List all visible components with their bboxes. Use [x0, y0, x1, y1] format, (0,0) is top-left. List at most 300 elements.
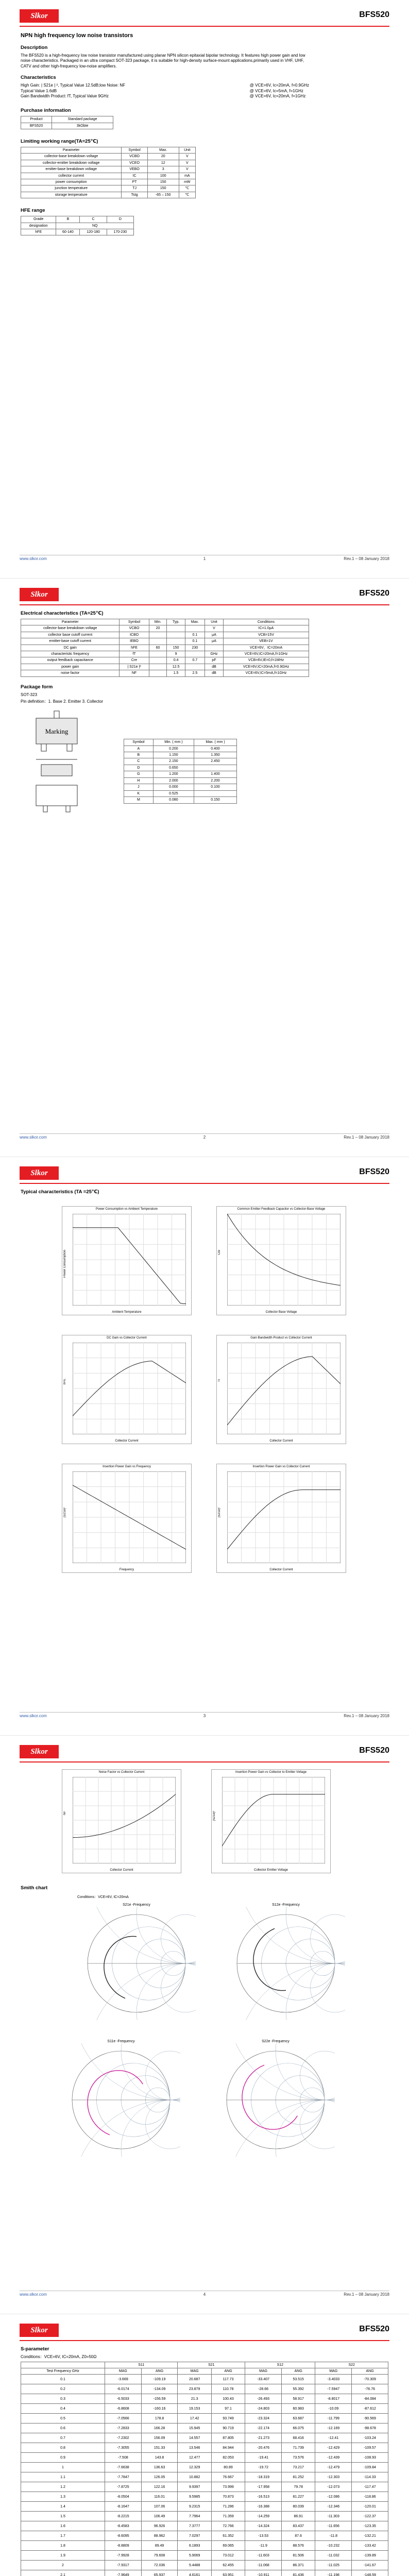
table-cell: VCE=6V,IC=5mA,f=1GHz: [224, 670, 309, 676]
table-header: Symbol: [124, 739, 154, 745]
table-row: [124, 745, 237, 752]
table-cell: 110.78: [211, 2384, 245, 2394]
table-cell: -13.53: [245, 2531, 282, 2541]
table-cell: H: [124, 777, 154, 784]
table-cell: 63.951: [211, 2570, 245, 2576]
smith-chart: [77, 1903, 196, 2023]
characteristic-item: Gain Bandwidth Product: fT, Typical Value 9GHz: [21, 94, 109, 99]
table-cell: PT: [122, 179, 147, 185]
table-row: [124, 797, 237, 803]
header-rule: [20, 26, 389, 27]
table-cell: [185, 651, 204, 657]
table-cell: -12.169: [315, 2424, 352, 2433]
table-cell: 73.576: [282, 2453, 315, 2463]
table-row: [21, 2404, 388, 2414]
table-header-row: [21, 147, 196, 153]
table-cell: -21.273: [245, 2433, 282, 2443]
table-cell: VCBO: [122, 154, 147, 160]
table-cell: 2: [21, 2561, 105, 2570]
table-cell: -11.025: [315, 2561, 352, 2570]
table-cell: 12: [147, 160, 179, 166]
table-cell: characteristic frequency: [21, 651, 120, 657]
typical-plot: [216, 1335, 346, 1444]
typical-plot: [62, 1206, 192, 1315]
plot-xlabel: Frequency: [119, 1568, 134, 1571]
table-cell: -98.678: [352, 2424, 388, 2433]
table-header-row: [124, 739, 237, 745]
hfe-heading: HFE range: [21, 208, 45, 214]
part-number: BFS520: [359, 2325, 389, 2333]
table-cell: -6.5033: [105, 2394, 141, 2404]
table-cell: 17.42: [178, 2414, 211, 2424]
table-cell: 60-140: [56, 229, 80, 235]
table-row: [21, 2531, 388, 2541]
table-cell: | S21e |²: [120, 664, 149, 670]
table-cell: storage temperature: [21, 192, 122, 198]
table-cell: -8.1647: [105, 2502, 141, 2512]
characteristics-list: [21, 83, 125, 99]
table-cell: -120.01: [352, 2502, 388, 2512]
table-cell: 81.227: [282, 2492, 315, 2502]
plot-area: [73, 1214, 186, 1306]
purchase-table: [21, 116, 113, 129]
table-cell: NQ: [56, 223, 134, 229]
table-cell: [149, 651, 167, 657]
table-cell: 2.200: [194, 777, 237, 784]
table-row: [21, 2375, 388, 2384]
table-cell: V: [179, 160, 195, 166]
characteristic-condition: @ VCE=6V, Ic=20mA, f=1GHz: [249, 94, 306, 99]
table-cell: -7.8725: [105, 2482, 141, 2492]
table-row: [21, 670, 309, 676]
brand-logo: Slkor: [20, 1745, 59, 1758]
table-cell: -16.513: [245, 2492, 282, 2502]
table-header: S21: [178, 2362, 245, 2368]
table-header: Min. ( mm ): [153, 739, 194, 745]
table-cell: mW: [179, 179, 195, 185]
package-name: SOT-323: [21, 692, 38, 697]
table-cell: 86.371: [282, 2561, 315, 2570]
limits-table: [21, 147, 196, 199]
table-cell: -11.032: [315, 2551, 352, 2561]
plot-xlabel: Collector Current: [269, 1439, 293, 1443]
table-cell: 106.49: [141, 2512, 178, 2521]
plot-title: Noise Factor vs Collector Current: [98, 1771, 145, 1774]
table-cell: 87.6: [282, 2531, 315, 2541]
page-footer: [20, 556, 389, 564]
table-row: [21, 625, 309, 632]
table-cell: D: [124, 765, 154, 771]
table-cell: -6.0174: [105, 2384, 141, 2394]
table-cell: 69.065: [211, 2541, 245, 2551]
doc-title: NPN high frequency low noise transistors: [21, 32, 133, 39]
table-cell: designation: [21, 223, 56, 229]
table-cell: -11.799: [315, 2414, 352, 2424]
table-header: D: [107, 216, 133, 223]
table-cell: -8.6095: [105, 2531, 141, 2541]
header-rule: [20, 1183, 389, 1184]
table-cell: collector current: [21, 173, 122, 179]
table-cell: 53.515: [282, 2375, 315, 2384]
table-cell: 170-230: [107, 229, 133, 235]
table-cell: 82.053: [211, 2453, 245, 2463]
table-row: [124, 771, 237, 777]
table-cell: dB: [204, 664, 223, 670]
plot-area: [73, 1343, 186, 1434]
table-cell: B: [124, 752, 154, 758]
table-cell: 0.7: [185, 657, 204, 664]
table-cell: 0.525: [153, 790, 194, 796]
table-cell: 1.400: [194, 771, 237, 777]
table-cell: 97.1: [211, 2404, 245, 2414]
plot-area: [73, 1777, 176, 1863]
table-cell: 0.8: [21, 2443, 105, 2453]
table-cell: 88.576: [282, 2541, 315, 2551]
table-cell: -20.476: [245, 2443, 282, 2453]
table-cell: 156.09: [141, 2433, 178, 2443]
table-cell: IC=1.0μA: [224, 625, 309, 632]
table-cell: 23.879: [178, 2384, 211, 2394]
table-header: ANG: [141, 2368, 178, 2375]
footer-link[interactable]: www.slkor.com: [20, 1714, 47, 1718]
table-row: [124, 765, 237, 771]
table-cell: 3: [147, 166, 179, 173]
table-header: S22: [315, 2362, 388, 2368]
table-cell: 88.962: [141, 2531, 178, 2541]
limits-heading: Limiting working range(TA=25℃): [21, 138, 98, 144]
plot-ylabel: hFE: [63, 1379, 66, 1385]
table-cell: VEB=1V: [224, 638, 309, 645]
plot-title: DC Gain vs Collector Current: [107, 1336, 147, 1340]
plot-ylabel: |S21e|²: [218, 1507, 221, 1518]
sparam-conditions: Conditions：VCE=6V, IC=20mA, Z0=50Ω: [21, 2354, 97, 2359]
table-row: [21, 2502, 388, 2512]
table-cell: power consumption: [21, 179, 122, 185]
table-row: [21, 2561, 388, 2570]
table-cell: -11.9: [245, 2541, 282, 2551]
table-cell: 1.4: [21, 2502, 105, 2512]
page-3-content: [21, 1189, 388, 1197]
footer-link[interactable]: www.slkor.com: [20, 556, 47, 561]
table-cell: ℃: [179, 192, 195, 198]
part-number: BFS520: [359, 1167, 389, 1176]
table-row: [21, 632, 309, 638]
table-cell: -24.803: [245, 2404, 282, 2414]
table-cell: collector-base breakdown voltage: [21, 154, 122, 160]
smith-arc: [311, 1914, 346, 1963]
plot-ylabel: |S21e|²: [213, 1811, 216, 1821]
table-header: Symbol: [122, 147, 147, 153]
table-row: [124, 758, 237, 765]
table-cell: 5.4488: [178, 2561, 211, 2570]
smith-arc: [161, 1963, 196, 2012]
characteristics-conditions: [250, 83, 309, 99]
smith-heading: Smith chart: [21, 1885, 48, 1891]
plot-ylabel: |S21e|²: [63, 1507, 66, 1518]
table-cell: 55.392: [282, 2384, 315, 2394]
smith-arc: [300, 2051, 335, 2100]
table-cell: 7.3777: [178, 2521, 211, 2531]
table-cell: 70.873: [211, 2492, 245, 2502]
table-cell: 150: [167, 645, 185, 651]
table-cell: -19.41: [245, 2453, 282, 2463]
table-cell: [149, 664, 167, 670]
table-row: [124, 784, 237, 790]
plot-ylabel: Cre: [218, 1250, 221, 1255]
characteristic-condition: @ VCE=6V, Ic=20mA, f=0.9GHz: [249, 82, 309, 88]
table-row: [124, 777, 237, 784]
typical-plot: [216, 1206, 346, 1315]
page-header: [20, 2324, 389, 2339]
table-cell: 6.1893: [178, 2541, 211, 2551]
table-cell: 116.01: [141, 2492, 178, 2502]
table-cell: 20: [149, 625, 167, 632]
smith-trace: [88, 2071, 143, 2135]
table-row: [21, 2414, 388, 2424]
footer-rule: [20, 1133, 389, 1134]
table-cell: 0.1: [185, 638, 204, 645]
brand-logo: Slkor: [20, 1166, 59, 1180]
table-cell: K: [124, 790, 154, 796]
table-cell: 1: [21, 2463, 105, 2472]
smith-conditions: Conditions：VCE=6V, IC=20mA: [77, 1895, 129, 1899]
table-row: [21, 2424, 388, 2433]
table-row: [21, 179, 196, 185]
table-cell: -3.669: [105, 2375, 141, 2384]
table-cell: 7.0297: [178, 2531, 211, 2541]
footer-link[interactable]: www.slkor.com: [20, 1135, 47, 1140]
table-cell: [149, 638, 167, 645]
table-cell: mA: [179, 173, 195, 179]
table-cell: [204, 645, 223, 651]
table-cell: 2.450: [194, 758, 237, 765]
table-cell: 79.78: [282, 2482, 315, 2492]
table-cell: -10.232: [315, 2541, 352, 2551]
table-cell: [149, 670, 167, 676]
table-cell: 71.286: [211, 2502, 245, 2512]
table-cell: NF: [120, 670, 149, 676]
table-cell: -16.388: [245, 2502, 282, 2512]
table-cell: 107.06: [141, 2502, 178, 2512]
hfe-table: [21, 216, 134, 235]
part-number: BFS520: [359, 589, 389, 598]
footer-link[interactable]: www.slkor.com: [20, 2292, 47, 2297]
table-cell: 2.000: [153, 777, 194, 784]
table-cell: 178.8: [141, 2414, 178, 2424]
table-cell: 72.766: [211, 2521, 245, 2531]
header-rule: [20, 2340, 389, 2341]
page-number: 1: [203, 556, 206, 561]
table-cell: 0.4: [167, 657, 185, 664]
table-cell: 126.05: [141, 2472, 178, 2482]
page-footer: [20, 2292, 389, 2299]
plot-title: Insertion Power Gain vs Collector to Emitter Voltage: [235, 1771, 307, 1774]
table-cell: 230: [185, 645, 204, 651]
smith-title: S11e -Frequency: [107, 2040, 135, 2043]
package-heading: Package form: [21, 684, 53, 690]
table-cell: J: [124, 784, 154, 790]
table-cell: -7.9317: [105, 2561, 141, 2570]
table-cell: -118.86: [352, 2492, 388, 2502]
table-cell: 1.5: [21, 2512, 105, 2521]
page-footer: [20, 1135, 389, 1142]
table-cell: -160.16: [141, 2404, 178, 2414]
table-cell: 60.983: [282, 2404, 315, 2414]
table-cell: -76.76: [352, 2384, 388, 2394]
table-cell: 4.6161: [178, 2570, 211, 2576]
table-cell: -12.429: [315, 2443, 352, 2453]
characteristics-block: [21, 83, 309, 99]
package-block: [21, 708, 388, 816]
page-header: [20, 1745, 389, 1760]
table-cell: 2.5: [185, 670, 204, 676]
table-header: Max.: [147, 147, 179, 153]
smith-chart: [216, 2040, 335, 2159]
table-header: MAG: [178, 2368, 211, 2375]
table-cell: noise factor: [21, 670, 120, 676]
table-header: Unit: [204, 619, 223, 625]
table-cell: VCB=6V,IE=0,f=1MHz: [224, 657, 309, 664]
smith-arc: [161, 1914, 196, 1963]
table-cell: -12.41: [315, 2433, 352, 2443]
table-cell: G: [124, 771, 154, 777]
revision-text: Rev.1 – 08 January 2018: [344, 1714, 389, 1718]
typical-plot: [211, 1769, 331, 1873]
table-cell: 2.1: [21, 2570, 105, 2576]
table-cell: -28.66: [245, 2384, 282, 2394]
table-row: [21, 2453, 388, 2463]
table-header: S12: [245, 2362, 315, 2368]
table-cell: 1.7: [21, 2531, 105, 2541]
table-header-row: [21, 2368, 388, 2375]
table-cell: 20: [147, 154, 179, 160]
table-cell: 12.329: [178, 2463, 211, 2472]
table-header: ANG: [282, 2368, 315, 2375]
smith-chart: [62, 2040, 180, 2159]
table-cell: -8.8017: [315, 2394, 352, 2404]
table-group-row: [21, 2362, 388, 2368]
table-cell: 19.153: [178, 2404, 211, 2414]
table-cell: 9.5985: [178, 2492, 211, 2502]
table-cell: 0.000: [153, 784, 194, 790]
table-row: [21, 2521, 388, 2531]
table-cell: 0.1: [21, 2375, 105, 2384]
table-cell: 143.8: [141, 2453, 178, 2463]
electrical-table: [21, 619, 309, 677]
table-cell: IC: [122, 173, 147, 179]
table-cell: -22.174: [245, 2424, 282, 2433]
characteristics-heading: Characteristics: [21, 75, 56, 81]
table-cell: [185, 625, 204, 632]
table-cell: 1.9: [21, 2551, 105, 2561]
table-cell: 0.080: [153, 797, 194, 803]
table-cell: 1.2: [21, 2482, 105, 2492]
page-number: 4: [203, 2292, 206, 2297]
table-cell: -19.72: [245, 2463, 282, 2472]
page-5: [0, 2314, 409, 2576]
table-cell: 87.805: [211, 2433, 245, 2443]
table-cell: collector-base breakdown voltage: [21, 625, 120, 632]
smith-arc: [146, 2100, 181, 2149]
table-cell: -108.93: [352, 2453, 388, 2463]
table-cell: -134.09: [141, 2384, 178, 2394]
table-cell: -11.303: [315, 2512, 352, 2521]
table-cell: -65 – 150: [147, 192, 179, 198]
table-cell: -133.42: [352, 2541, 388, 2551]
table-cell: V: [204, 625, 223, 632]
table-cell: 1.6: [21, 2521, 105, 2531]
characteristic-condition: @ VCE=6V, Ic=5mA, f=1GHz: [249, 88, 303, 93]
table-cell: -87.612: [352, 2404, 388, 2414]
plot-title: Insertion Power Gain vs Collector Current: [252, 1465, 310, 1468]
table-header: ANG: [352, 2368, 388, 2375]
plot-title: Insertion Power Gain vs Frequency: [103, 1465, 151, 1468]
table-cell: 73.217: [282, 2463, 315, 2472]
table-cell: -8.4583: [105, 2521, 141, 2531]
page-2-content: [21, 611, 388, 816]
page-4: [0, 1736, 409, 2314]
table-cell: VCE=6V，IC=20mA: [224, 645, 309, 651]
table-cell: 60: [149, 645, 167, 651]
table-cell: A: [124, 745, 154, 752]
table-cell: 90.719: [211, 2424, 245, 2433]
table-cell: 150: [147, 185, 179, 192]
table-cell: 66.075: [282, 2424, 315, 2433]
table-cell: -23.324: [245, 2414, 282, 2424]
table-cell: VCB=15V: [224, 632, 309, 638]
table-row: [21, 2482, 388, 2492]
table-cell: -12.346: [315, 2502, 352, 2512]
table-cell: ℃: [179, 185, 195, 192]
smith-plot: [227, 1907, 345, 2020]
table-cell: VCE=6V,IC=20mA,f=1GHz: [224, 651, 309, 657]
table-cell: -11.656: [315, 2521, 352, 2531]
table-header: Parameter: [21, 147, 122, 153]
plot-xlabel: Collector Current: [269, 1568, 293, 1571]
table-cell: 0.7: [21, 2433, 105, 2443]
table-cell: -109.57: [352, 2443, 388, 2453]
table-row: [21, 154, 196, 160]
table-cell: 0.400: [194, 745, 237, 752]
table-cell: junction temperature: [21, 185, 122, 192]
table-cell: μA: [204, 632, 223, 638]
revision-text: Rev.1 – 08 January 2018: [344, 1135, 389, 1140]
table-row: [21, 638, 309, 645]
table-cell: 122.16: [141, 2482, 178, 2492]
table-cell: -141.67: [352, 2561, 388, 2570]
table-cell: [167, 638, 185, 645]
table-cell: -12.303: [315, 2472, 352, 2482]
table-cell: -139.89: [352, 2551, 388, 2561]
table-cell: -14.259: [245, 2512, 282, 2521]
plot-xlabel: Collector Current: [110, 1869, 133, 1872]
table-cell: 71.359: [211, 2512, 245, 2521]
table-cell: collector base cutoff current: [21, 632, 120, 638]
table-cell: 12.5: [167, 664, 185, 670]
table-cell: 86.91: [282, 2512, 315, 2521]
table-cell: 81.252: [282, 2472, 315, 2482]
table-cell: 1.350: [194, 752, 237, 758]
table-row: [21, 2570, 388, 2576]
table-cell: -122.37: [352, 2512, 388, 2521]
table-cell: emitter-base cutoff current: [21, 638, 120, 645]
table-row: [21, 192, 196, 198]
smith-arc: [146, 2051, 181, 2100]
table-cell: 73.012: [211, 2551, 245, 2561]
table-cell: hFE: [120, 645, 149, 651]
table-cell: -33.407: [245, 2375, 282, 2384]
pin-definition: Pin definition：1. Base 2. Emitter 3. Collector: [21, 699, 104, 704]
